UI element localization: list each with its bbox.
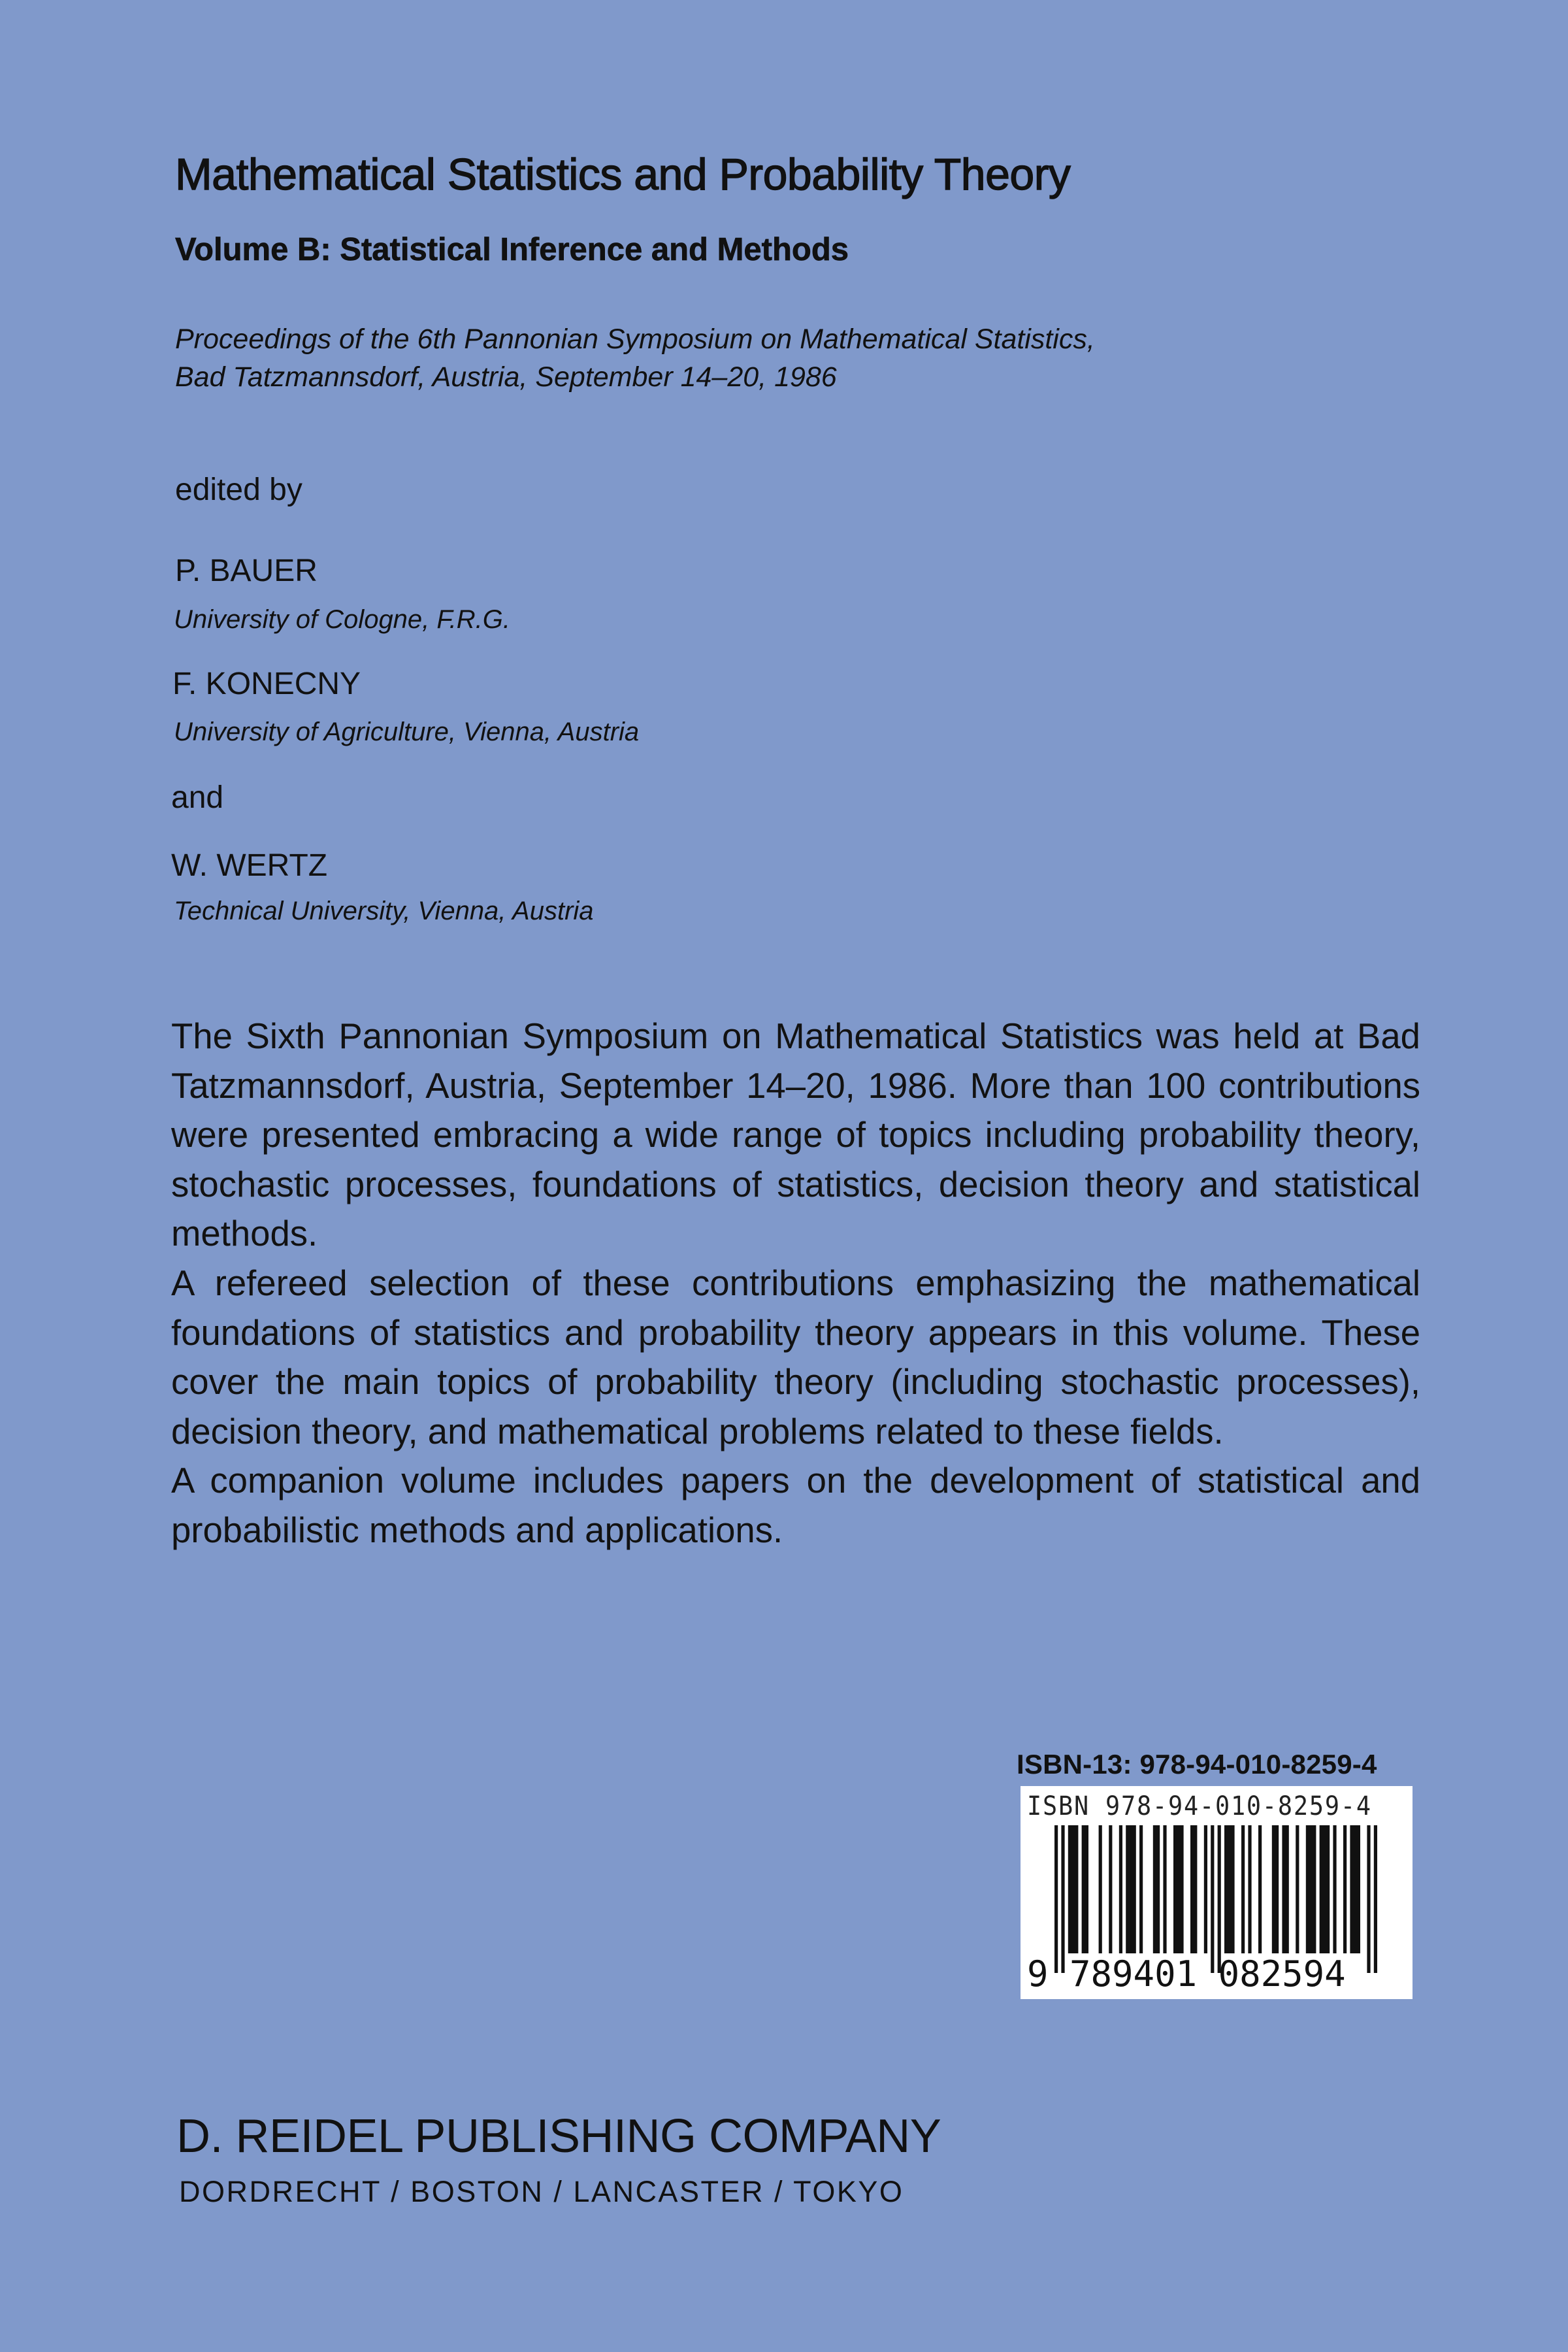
proceedings-note [175,320,1095,396]
barcode-bar [1248,1825,1251,1953]
book-description [171,1012,1420,1555]
barcode-guard-bar [1061,1825,1064,1973]
barcode-bar [1119,1825,1122,1953]
barcode-bar [1258,1825,1262,1953]
barcode-guard-bar [1211,1825,1214,1973]
and-label: and [171,780,224,815]
barcode-bar [1306,1825,1316,1953]
isbn-label: ISBN-13: 978-94-010-8259-4 [1017,1749,1377,1780]
description-paragraph: A companion volume includes papers on the development of statistical and probabilistic methods and applications. [171,1461,1420,1550]
barcode-bar [1241,1825,1245,1953]
proceedings-line-1: Proceedings of the 6th Pannonian Symposium on Mathematical Statistics, [175,323,1095,355]
barcode-digits: 9 789401 082594 [1027,1953,1346,1995]
barcode-bar [1109,1825,1112,1953]
isbn-barcode [1021,1786,1413,1999]
barcode-bar [1099,1825,1102,1953]
barcode-bar [1082,1825,1088,1953]
publisher-name: D. REIDEL PUBLISHING COMPANY [176,2110,941,2162]
barcode-bar [1343,1825,1347,1953]
barcode-bar [1153,1825,1160,1953]
barcode-bar [1350,1825,1360,1953]
editor-affiliation: University of Agriculture, Vienna, Austria [174,718,640,746]
barcode-isbn-text: ISBN 978-94-010-8259-4 [1027,1791,1372,1821]
barcode-bar [1190,1825,1197,1953]
barcode-bar [1272,1825,1279,1953]
barcode-bar [1320,1825,1330,1953]
barcode-guard-bar [1054,1825,1058,1973]
proceedings-line-2: Bad Tatzmannsdorf, Austria, September 14–20, 1986 [175,361,837,393]
description-paragraph: The Sixth Pannonian Symposium on Mathematical Statistics was held at Bad Tatzmannsdorf, Austria, September 14–20, 1986. More than 100 contributions were presented embracing a wide range of topics including probability theory, stochastic processes, foundations of statistics, decision theory and statistical methods. [171,1016,1420,1254]
barcode-bar [1204,1825,1207,1953]
editor-affiliation: Technical University, Vienna, Austria [174,897,594,925]
barcode-bar [1224,1825,1235,1953]
description-paragraph: A refereed selection of these contributions emphasizing the mathematical foundations of statistics and probability theory appears in this volume. These cover the main topics of probability theory (including stochastic processes), decision theory, and mathematical problems related to these fields. [171,1263,1420,1451]
editor-name: P. BAUER [175,554,318,588]
barcode-bar [1333,1825,1336,1953]
barcode-bar [1282,1825,1288,1953]
book-subtitle: Volume B: Statistical Inference and Methods [175,232,849,267]
barcode-bar [1296,1825,1299,1953]
editor-name: F. KONECNY [172,667,361,701]
book-title: Mathematical Statistics and Probability Theory [175,150,1071,199]
barcode-bar [1163,1825,1166,1953]
barcode-bar [1173,1825,1184,1953]
barcode-guard-bar [1374,1825,1377,1973]
publisher-cities: DORDRECHT / BOSTON / LANCASTER / TOKYO [179,2175,904,2208]
barcode-bar [1068,1825,1079,1953]
edited-by-label: edited by [175,472,302,507]
barcode-guard-bar [1367,1825,1370,1973]
editor-affiliation: University of Cologne, F.R.G. [174,605,511,634]
barcode-bar [1139,1825,1143,1953]
barcode-guard-bar [1218,1825,1221,1973]
barcode-bar [1126,1825,1136,1953]
editor-name: W. WERTZ [171,848,328,883]
